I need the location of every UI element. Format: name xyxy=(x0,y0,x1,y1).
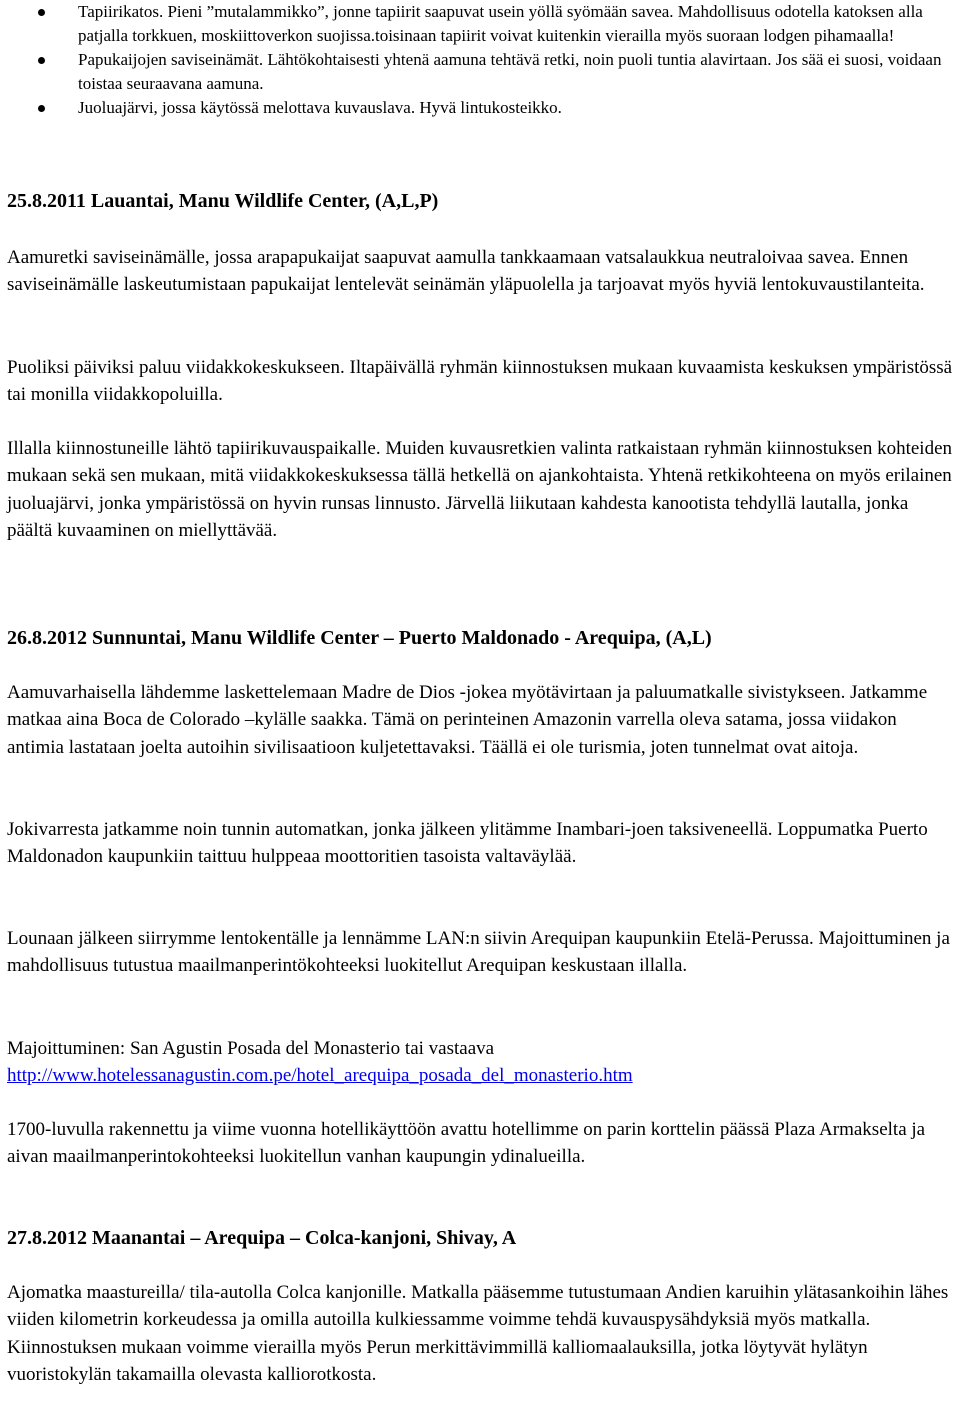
paragraph: Aamuvarhaisella lähdemme laskettelemaan Madre de Dios -jokea myötävirtaan ja paluumatkalle sivistykseen. Jatkamme matkaa aina Boca de Colorado –kylälle saakka. Tämä on perinteinen Amazonin varrella oleva satama, jossa viidakon antimia lastataan joelta autoihin sivilisaatioon kuljetettavaksi. Täällä ei ole turismia, joten tunnelmat ovat aitoja. xyxy=(7,682,928,758)
paragraph: Ajomatka maastureilla/ tila-autolla Colca kanjonille. Matkalla pääsemme tutustumaan Andien karuihin ylätasankoihin lähes viiden kilometrin korkeudessa ja omilla autoilla kulkiessamme voimme tehdä kuvauspysähdyksiä myös matkalla. Kiinnostuksen mukaan voimme vierailla myös Perun merkittävimmillä kalliomaalauksilla, jotka löytyvät hylätyn vuoristokylän takamailla olevasta kalliorotkosta. xyxy=(7,1282,949,1385)
day-heading-25-8: 25.8.2011 Lauantai, Manu Wildlife Center, (A,L,P) xyxy=(7,190,439,212)
list-item-text: Juoluajärvi, jossa käytössä melottava kuvauslava. Hyvä lintukosteikko. xyxy=(78,98,562,117)
attraction-list xyxy=(0,0,960,120)
day-heading-27-8: 27.8.2012 Maanantai – Arequipa – Colca-kanjoni, Shivay, A xyxy=(7,1227,517,1249)
paragraph: Illalla kiinnostuneille lähtö tapiirikuvauspaikalle. Muiden kuvausretkien valinta ratkaistaan ryhmän kiinnostuksen kohteiden mukaan sekä sen mukaan, mitä viidakkokeskuksessa tällä hetkellä on ajankohtaista. Yhtenä retkikohteena on myös erilainen juoluajärvi, jonka ympäristössä on hyvin runsas linnusto. Järvellä liikutaan kahdesta kanootista tehdyllä lautalla, jonka päältä kuvaaminen on miellyttävää. xyxy=(7,438,953,541)
list-item xyxy=(0,48,960,96)
paragraph: Jokivarresta jatkamme noin tunnin automatkan, jonka jälkeen ylitämme Inambari-joen taksiveneellä. Loppumatka Puerto Maldonadon kaupunkiin taittuu hulppeaa moottoritien tasoista valtaväylää. xyxy=(7,819,928,868)
list-item xyxy=(0,96,960,120)
lodging-line: Majoittuminen: San Agustin Posada del Monasterio tai vastaava xyxy=(7,1038,495,1059)
paragraph: Lounaan jälkeen siirrymme lentokentälle ja lennämme LAN:n siivin Arequipan kaupunkiin Etelä-Perussa. Majoittuminen ja mahdollisuus tutustua maailmanperintökohteeksi luokitellut Arequipan keskustaan illalla. xyxy=(7,928,950,977)
hotel-link[interactable]: http://www.hotelessanagustin.com.pe/hotel_arequipa_posada_del_monasterio.htm xyxy=(7,1065,633,1086)
day-heading-26-8: 26.8.2012 Sunnuntai, Manu Wildlife Center – Puerto Maldonado - Arequipa, (A,L) xyxy=(7,627,712,649)
paragraph: Puoliksi päiviksi paluu viidakkokeskukseen. Iltapäivällä ryhmän kiinnostuksen mukaan kuvaamista keskuksen ympäristössä tai monilla viidakkopoluilla. xyxy=(7,357,953,406)
list-item-text: Papukaijojen saviseinämät. Lähtökohtaisesti yhtenä aamuna tehtävä retki, noin puoli tuntia alavirtaan. Jos sää ei suosi, voidaan toistaa seuraavana aamuna. xyxy=(78,50,942,93)
bullet-icon xyxy=(38,57,45,64)
paragraph: Aamuretki saviseinämälle, jossa arapapukaijat saapuvat aamulla tankkaamaan vatsalaukkua neutraloivaa savea. Ennen saviseinämälle laskeutumistaan papukaijat lentelevät seinämän yläpuolella ja tarjoavat myös hyviä lentokuvaustilanteita. xyxy=(7,247,925,296)
paragraph: 1700-luvulla rakennettu ja viime vuonna hotellikäyttöön avattu hotellimme on parin korttelin päässä Plaza Armakselta ja aivan maailmanperintokohteeksi luokitellun vanhan kaupungin ydinalueilla. xyxy=(7,1119,926,1168)
list-item xyxy=(0,0,960,48)
list-item-text: Tapiirikatos. Pieni ”mutalammikko”, jonne tapiirit saapuvat usein yöllä syömään savea. Mahdollisuus odotella katoksen alla patjalla torkkuen, moskiittoverkon suojissa.toisinaan tapiirit voivat kuitenkin vierailla myös suoraan lodgen pihamaalla! xyxy=(78,2,923,45)
bullet-icon xyxy=(38,9,45,16)
bullet-icon xyxy=(38,105,45,112)
